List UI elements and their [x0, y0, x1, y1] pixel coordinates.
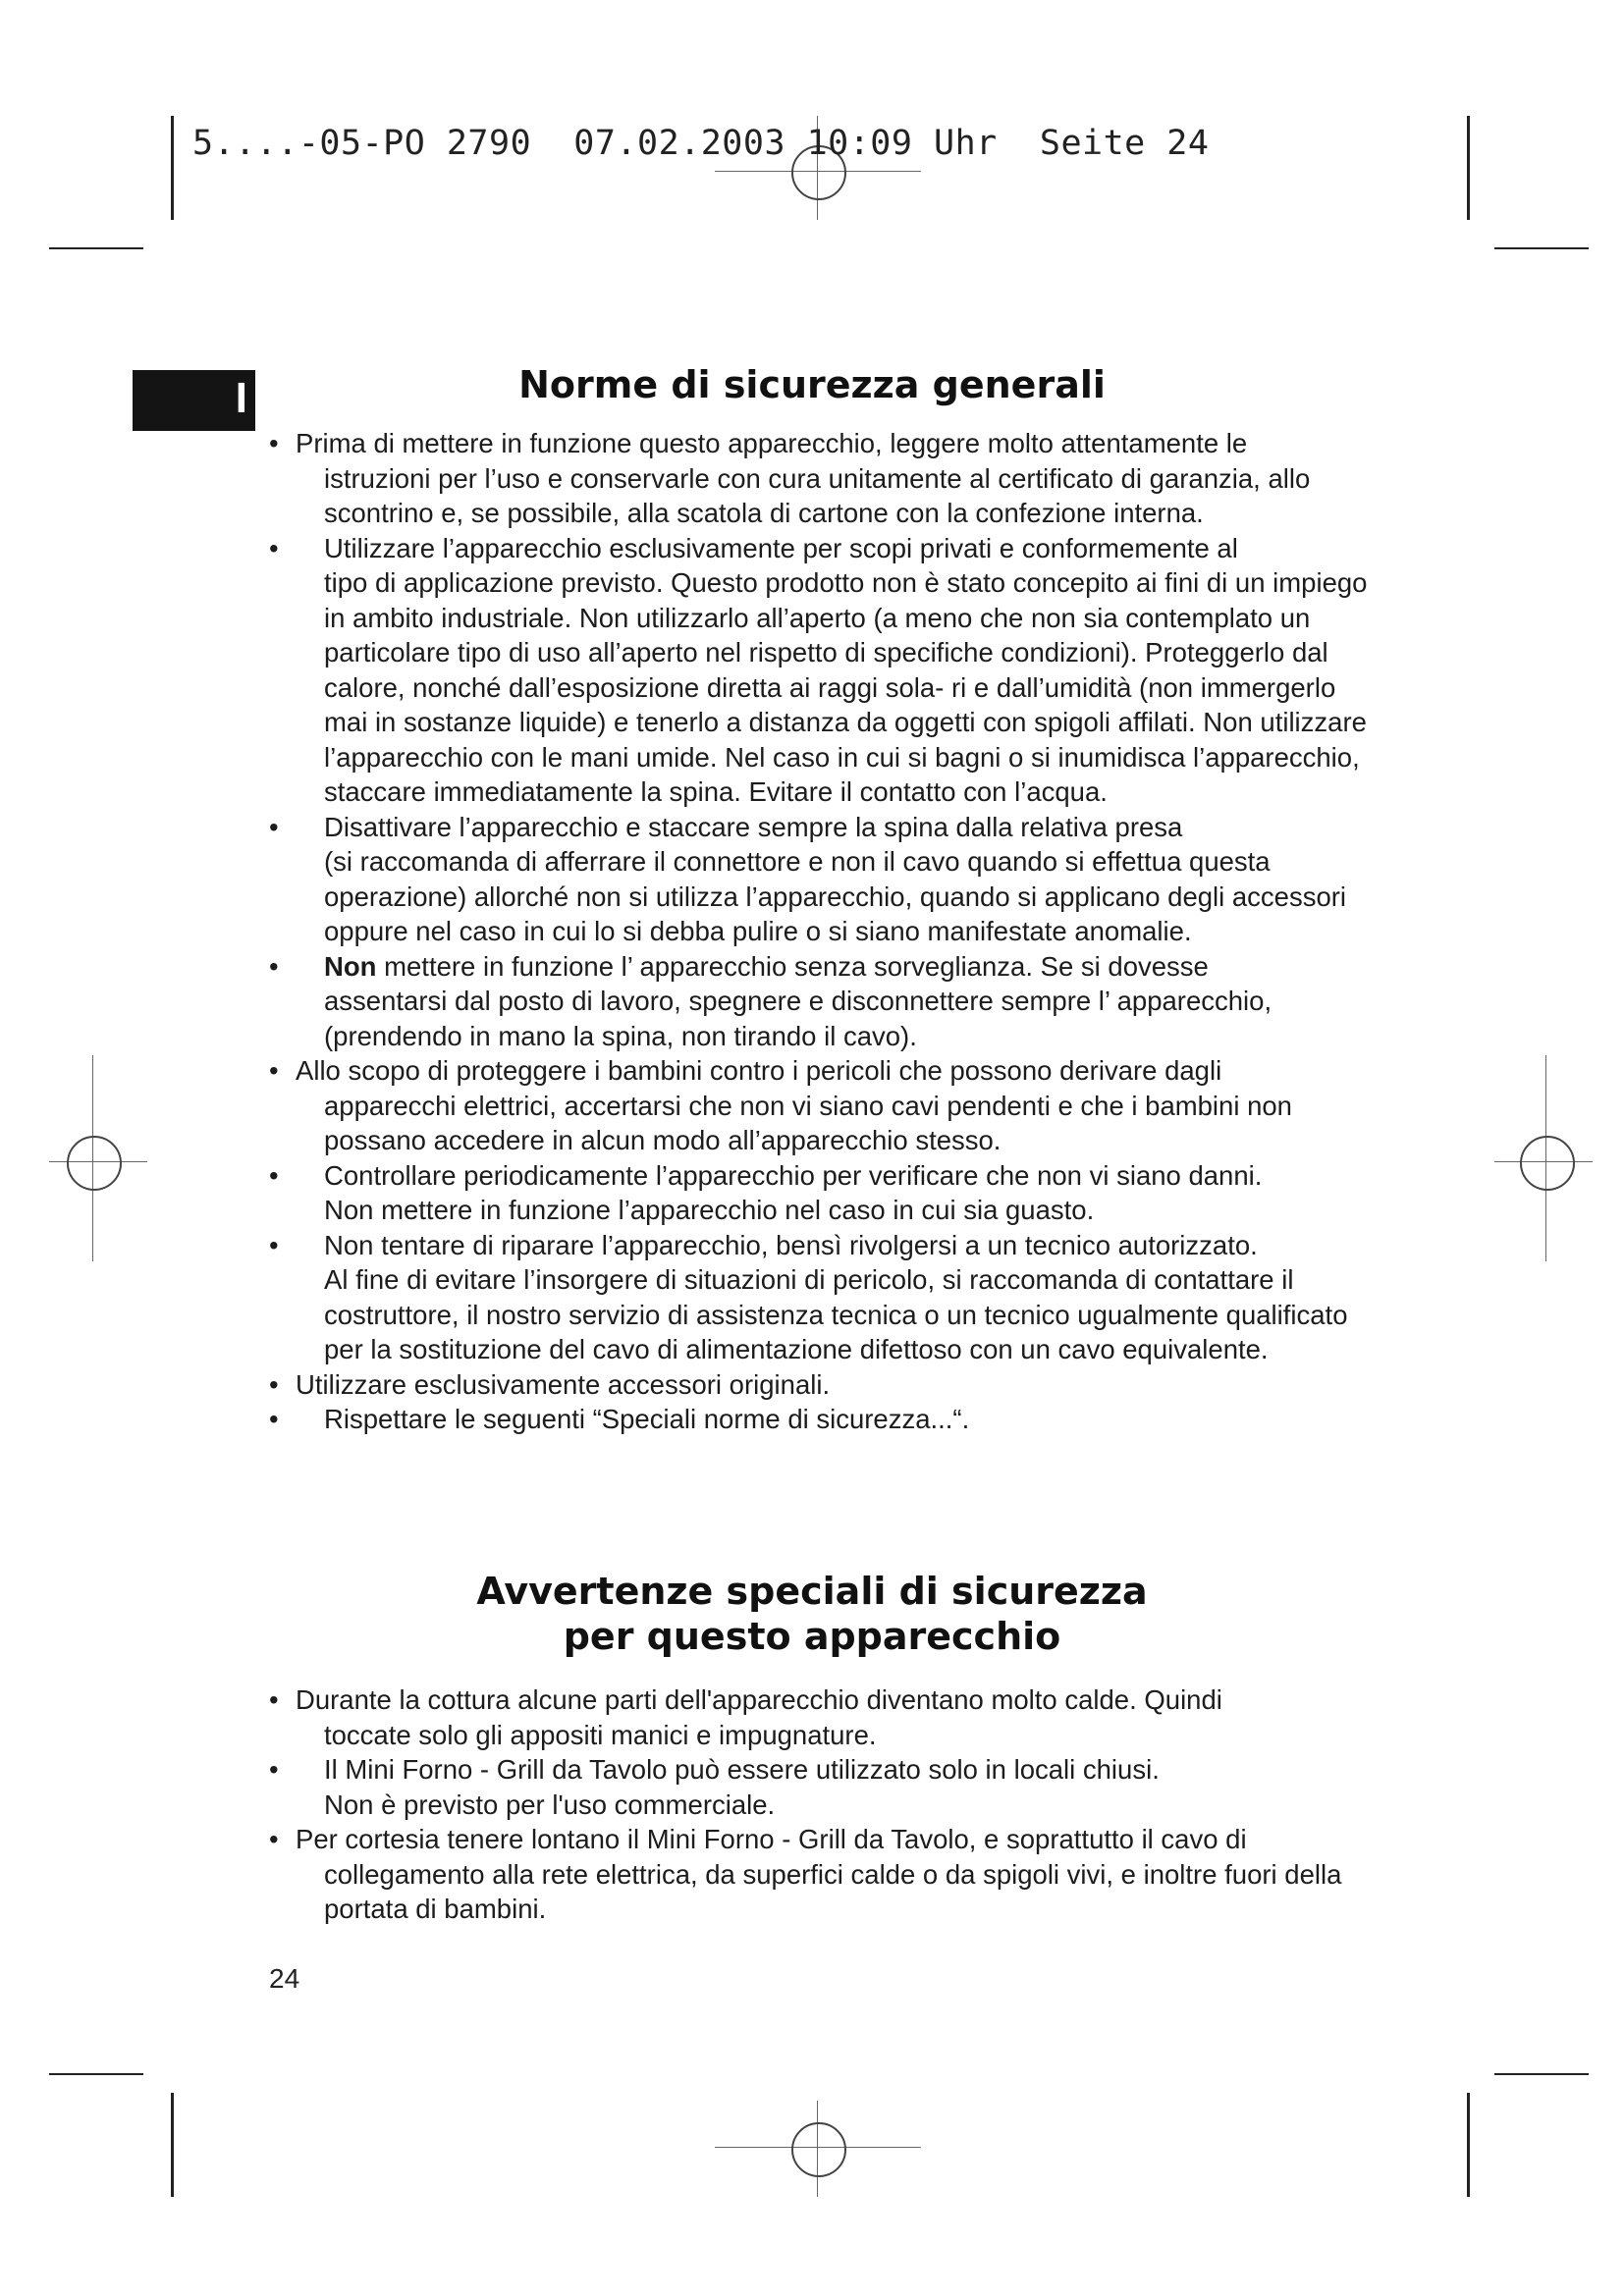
page-number: 24 [269, 1963, 300, 1994]
list-item: • Il Mini Forno - Grill da Tavolo può essere utilizzato solo in locali chiusi. Non è previsto per l'uso commerciale. [269, 1754, 1160, 1820]
list-item: • Per cortesia tenere lontano il Mini Forno - Grill da Tavolo, e soprattutto il cavo di collegamento alla rete elettrica, da superfici calde o da spigoli vivi, e inoltre fuori della portata di bambini. [269, 1824, 1342, 1924]
list-item: • Controllare periodicamente l’apparecchio per verificare che non vi siano danni. Non mettere in funzione l’apparecchio nel caso in cui sia guasto. [269, 1159, 1263, 1225]
list-item: • Non mettere in funzione l’ apparecchio senza sorveglianza. Se si dovesse assentarsi dal posto di lavoro, spegnere e disconnettere sempre l’ apparecchio, (prendendo in mano la spina, non tirando il cavo). [269, 950, 1272, 1051]
crop-mark [1467, 116, 1470, 220]
special-warnings-list [267, 1682, 1386, 1927]
crop-mark [171, 116, 174, 220]
list-item: • Utilizzare l’apparecchio esclusivamente per scopi privati e conformemente al tipo di applicazione previsto. Questo prodotto non è stato concepito ai fini di un impiego in ambito industriale. Non utilizzarlo all’aperto (a meno che non sia contemplato un particolare tipo di uso all’aperto nel rispetto di specifiche condizioni). Proteggerlo dal calore, nonché dall’esposizione diretta ai raggi sola- ri e dall’umidità (non immergerlo mai in sostanze liquide) e tenerlo a distanza da oggetti con spigoli affilati. Non utilizzare l’apparecchio con le mani umide. Nel caso in cui si bagni o si inumidisca l’apparecchio, staccare immediatamente la spina. Evitare il contatto con l’acqua. [269, 532, 1368, 807]
crop-mark [171, 2093, 174, 2197]
list-item: • Durante la cottura alcune parti dell'apparecchio diventano molto calde. Quindi toccate solo gli appositi manici e impugnature. [269, 1684, 1222, 1750]
section-title-general-safety: Norme di sicurezza generali [518, 363, 1106, 406]
list-item: • Utilizzare esclusivamente accessori originali. [269, 1368, 831, 1400]
crop-mark [49, 247, 143, 249]
crop-mark [1467, 2093, 1470, 2197]
general-safety-list [267, 426, 1386, 1437]
section-title-special-warnings: Avvertenze speciali di sicurezza per questo apparecchio [476, 1570, 1148, 1658]
print-slug: 5....-05-PO 2790 07.02.2003 10:09 Uhr Seite 24 [192, 124, 1210, 163]
list-item: • Rispettare le seguenti “Speciali norme di sicurezza...“. [269, 1404, 970, 1434]
language-tab-label: I [235, 374, 247, 422]
list-item: • Allo scopo di proteggere i bambini contro i pericoli che possono derivare dagli apparecchi elettrici, accertarsi che non vi siano cavi pendenti e che i bambini non possano accedere in alcun modo all’apparecchio stesso. [269, 1055, 1292, 1155]
list-item: • Prima di mettere in funzione questo apparecchio, leggere molto attentamente le istruzioni per l’uso e conservarle con cura unitamente al certificato di garanzia, allo scontrino e, se possibile, alla scatola di cartone con la confezione interna. [269, 428, 1311, 528]
crop-mark [1494, 247, 1589, 249]
list-item: • Disattivare l’apparecchio e staccare sempre la spina dalla relativa presa (si raccomanda di afferrare il connettore e non il cavo quando si effettua questa operazione) allorché non si utilizza l’apparecchio, quando si applicano degli accessori oppure nel caso in cui lo si debba pulire o si siano manifestate anomalie. [269, 811, 1347, 946]
list-item: • Non tentare di riparare l’apparecchio, bensì rivolgersi a un tecnico autorizzato. Al fine di evitare l’insorgere di situazioni di pericolo, si raccomanda di contattare il costruttore, il nostro servizio di assistenza tecnica o un tecnico ugualmente qualificato per la sostituzione del cavo di alimentazione difettoso con un cavo equivalente. [269, 1229, 1348, 1364]
crop-mark [49, 2073, 143, 2075]
crop-mark [1494, 2073, 1589, 2075]
